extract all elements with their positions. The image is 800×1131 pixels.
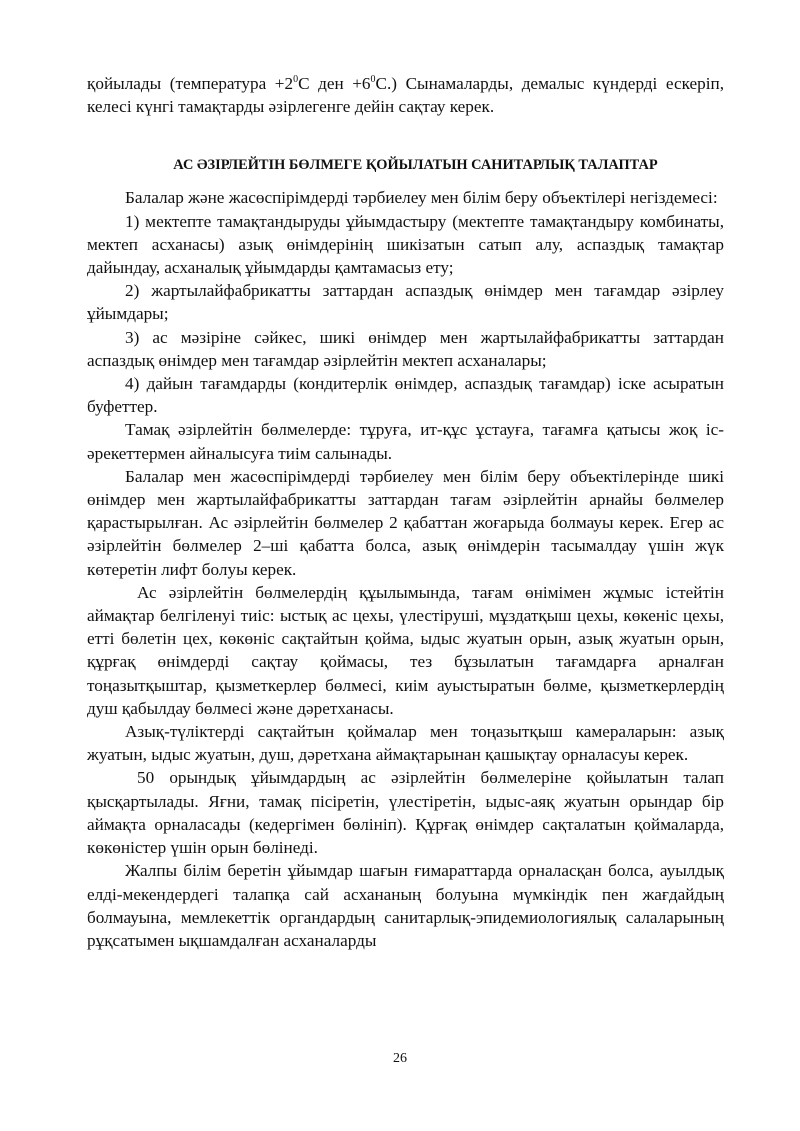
paragraph: Тамақ әзірлейтін бөлмелерде: тұруға, ит-құс ұстауға, тағамға қатысы жоқ іс-әрекеттермен айналысуға тиім салынады. <box>87 420 724 463</box>
degree-superscript: 0 <box>370 74 376 85</box>
paragraph: 50 орындық ұйымдардың ас әзірлейтін бөлмелеріне қойылатын талап қысқартылады. Яғни, тамақ пісіретін, үлестіретін, ыдыс-аяқ жуатын орындар бір аймақта орналасады (кедергімен бөлініп). Құрғақ өнімдер сақталатын қоймаларда, көкөністер үшін орын бөлінеді. <box>87 768 724 858</box>
intro-paragraph <box>87 72 724 118</box>
intro-text-part-2: С ден +6 <box>298 74 371 93</box>
intro-text-part-3: С.) Сынамаларды, демалыс күндерді ескеріп, келесі күнгі тамақтарды әзірлегенге дейін сақтау керек. <box>87 74 724 117</box>
paragraph: Ас әзірлейтін бөлмелердің құылымында, тағам өнімімен жұмыс істейтін аймақтар белгіленуі тиіс: ыстық ас цехы, үлестіруші, мұздатқыш цехы, көкеніс цехы, етті бөлетін цех, көкөніс сақтайтын қойма, ыдыс жуатын орын, азық жуатын орын, құрғақ өнімдерді сақтау қоймасы, тез бұзылатын тағамдарға арналған тоңазытқыштар, қызметкерлер бөлмесі, киім ауыстыратын бөлме, қызметкерлердің душ қабылдау бөлмесі және дәретханасы. <box>87 582 724 718</box>
document-page <box>87 72 724 952</box>
list-item: 1) мектепте тамақтандыруды ұйымдастыру (мектепте тамақтандыру комбинаты, мектеп асханасы) азық өнімдерінің шикізатын сатып алу, аспаздық тамақтар дайындау, асханалық ұйымдарды қамтамасыз ету; <box>87 211 724 278</box>
paragraph: Жалпы білім беретін ұйымдар шағын ғимараттарда орналасқан болса, ауылдық елді-мекендердегі талапқа сай асхананың болуына мүмкіндік пен жағдайдың болмауына, мемлекеттік органдардың санитарлық-эпидемиологиялық салаларының рұқсатымен ықшамдалған асханаларды <box>87 861 724 950</box>
intro-text-part-1: қойылады (температура +2 <box>87 74 294 93</box>
list-item: 4) дайын тағамдарды (кондитерлік өнімдер, аспаздық тағамдар) іске асыратын буфеттер. <box>87 374 724 417</box>
paragraph: Азық-түліктерді сақтайтын қоймалар мен тоңазытқыш камераларын: азық жуатын, ыдыс жуатын, душ, дәретхана аймақтарынан қашықтау орналасуы керек. <box>87 722 724 765</box>
paragraph: Балалар мен жасөспірімдерді тәрбиелеу мен білім беру объектілерінде шикі өнімдер мен жартылайфабрикатты заттардан тағам әзірлейтін арнайы бөлмелер қарастырылған. Ас әзірлейтін бөлмелер 2 қабаттан жоғарыда болмауы керек. Егер ас әзірлейтін бөлмелер 2–ші қабатта болса, азық өнімдерін тасымалдау үшін жүк көтеретін лифт болуы керек. <box>87 466 724 579</box>
list-item: 3) ас мәзіріне сәйкес, шикі өнімдер мен жартылайфабрикатты заттардан аспаздық өнімдер мен тағамдар әзірлейтін мектеп асханалары; <box>87 327 724 370</box>
degree-superscript: 0 <box>293 74 299 85</box>
list-item: 2) жартылайфабрикатты заттардан аспаздық өнімдер мен тағамдар әзірлеу ұйымдары; <box>87 281 724 324</box>
paragraph: Балалар және жасөспірімдерді тәрбиелеу мен білім беру объектілері негіздемесі: <box>125 188 718 208</box>
page-number: 26 <box>393 1051 407 1066</box>
section-heading: АС ӘЗІРЛЕЙТІН БӨЛМЕГЕ ҚОЙЫЛАТЫН САНИТАРЛЫҚ ТАЛАПТАР <box>173 157 658 174</box>
